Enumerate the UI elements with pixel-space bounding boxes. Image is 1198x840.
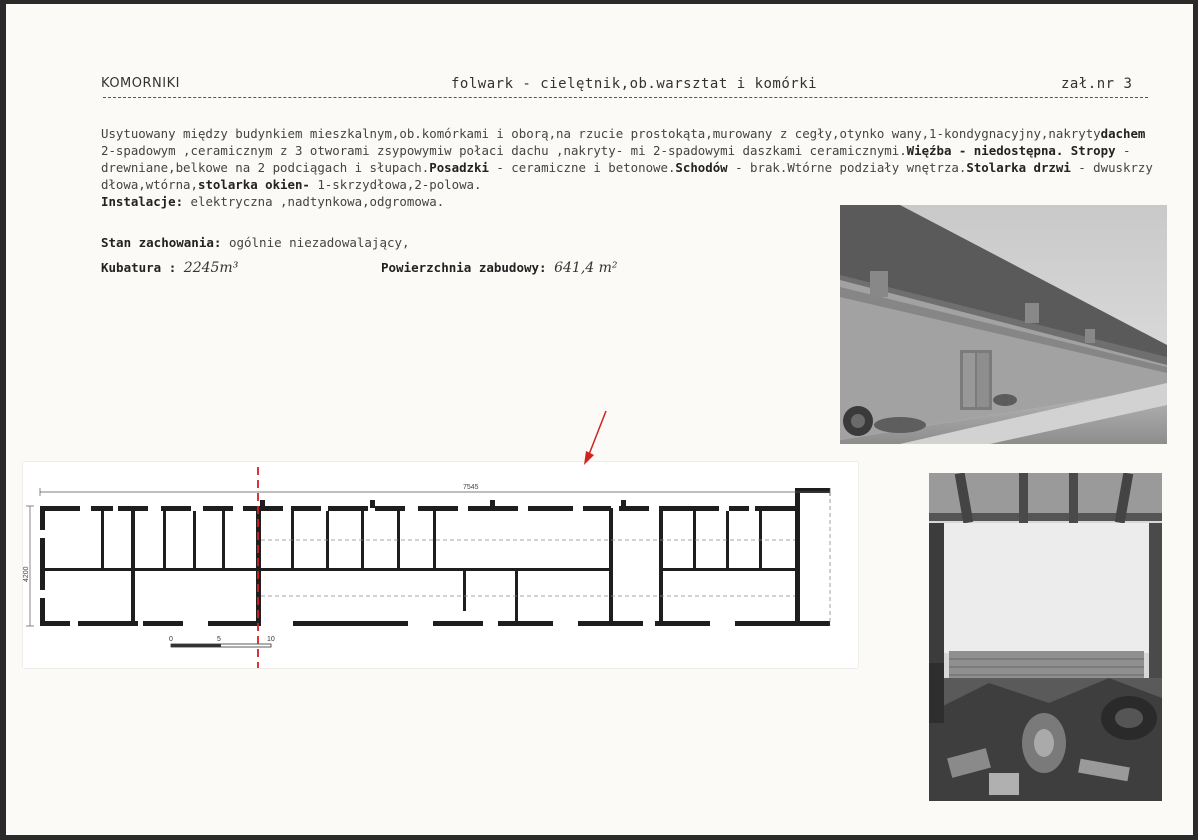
floors-label: Posadzki bbox=[429, 160, 489, 175]
volume-label: Kubatura : bbox=[101, 260, 177, 275]
area-line bbox=[381, 260, 618, 276]
roof-text: 2-spadowym ,ceramicznym z 3 otworami zsypowymiw połaci dachu ,nakryty- mi 2-spadowymi daszkami ceramicznymi. bbox=[101, 143, 907, 158]
length-dimension: 7545 bbox=[463, 484, 479, 491]
stairs-label: Schodów bbox=[675, 160, 728, 175]
doors-text: - dwuskrzy dłowa,wtórna, bbox=[101, 160, 1153, 192]
condition-label: Stan zachowania: bbox=[101, 235, 222, 250]
doors-label: Stolarka drzwi bbox=[966, 160, 1071, 175]
document-sheet bbox=[6, 4, 1193, 835]
area-value: 641,4 m² bbox=[554, 260, 618, 276]
condition-value: ogólnie niezadowalający, bbox=[221, 235, 410, 250]
windows-label: stolarka okien- bbox=[197, 177, 310, 192]
attachment-number: zał.nr 3 bbox=[1061, 76, 1133, 92]
windows-text: 1-skrzydłowa,2-polowa. bbox=[309, 177, 482, 192]
roof-label: dachem bbox=[1100, 126, 1146, 141]
floor-plan bbox=[23, 462, 858, 668]
interior-photo bbox=[929, 473, 1162, 801]
floor-plan-drawing bbox=[23, 462, 858, 668]
header-divider bbox=[103, 97, 1148, 98]
scale-label-5: 5 bbox=[217, 636, 221, 643]
scale-label-0: 0 bbox=[169, 636, 173, 643]
installations-label: Instalacje: bbox=[101, 194, 184, 209]
floors-text: - ceramiczne i betonowe. bbox=[488, 160, 676, 175]
red-arrow-icon bbox=[576, 409, 616, 469]
description-text: Usytuowany między budynkiem mieszkalnym,ob.komórkami i oborą,na rzucie prostokąta,murowany z cegły,otynko wany,1-kondygnacyjny,nakryty bbox=[101, 126, 1101, 141]
truss-label: Więźba - niedostępna. bbox=[906, 143, 1064, 158]
scale-bar bbox=[169, 636, 275, 647]
condition-line bbox=[101, 235, 410, 250]
volume-value: 2245m³ bbox=[183, 260, 239, 276]
area-label: Powierzchnia zabudowy: bbox=[381, 260, 547, 275]
place-name: KOMORNIKI bbox=[101, 76, 180, 91]
ceilings-label: Stropy bbox=[1070, 143, 1116, 158]
exterior-photo bbox=[840, 205, 1167, 444]
installations-text: elektryczna ,nadtynkowa,odgromowa. bbox=[183, 194, 445, 209]
volume-line bbox=[101, 260, 238, 276]
building-description bbox=[101, 125, 1161, 210]
document-title: folwark - cielętnik,ob.warsztat i komórki bbox=[451, 76, 818, 92]
stairs-text: - brak.Wtórne podziały wnętrza. bbox=[727, 160, 967, 175]
description-paragraph bbox=[101, 125, 1161, 193]
scale-label-10: 10 bbox=[267, 636, 275, 643]
width-dimension: 4200 bbox=[23, 566, 30, 582]
ceilings-text: -drewniane,belkowe na 2 podciągach i słupach. bbox=[101, 143, 1131, 175]
